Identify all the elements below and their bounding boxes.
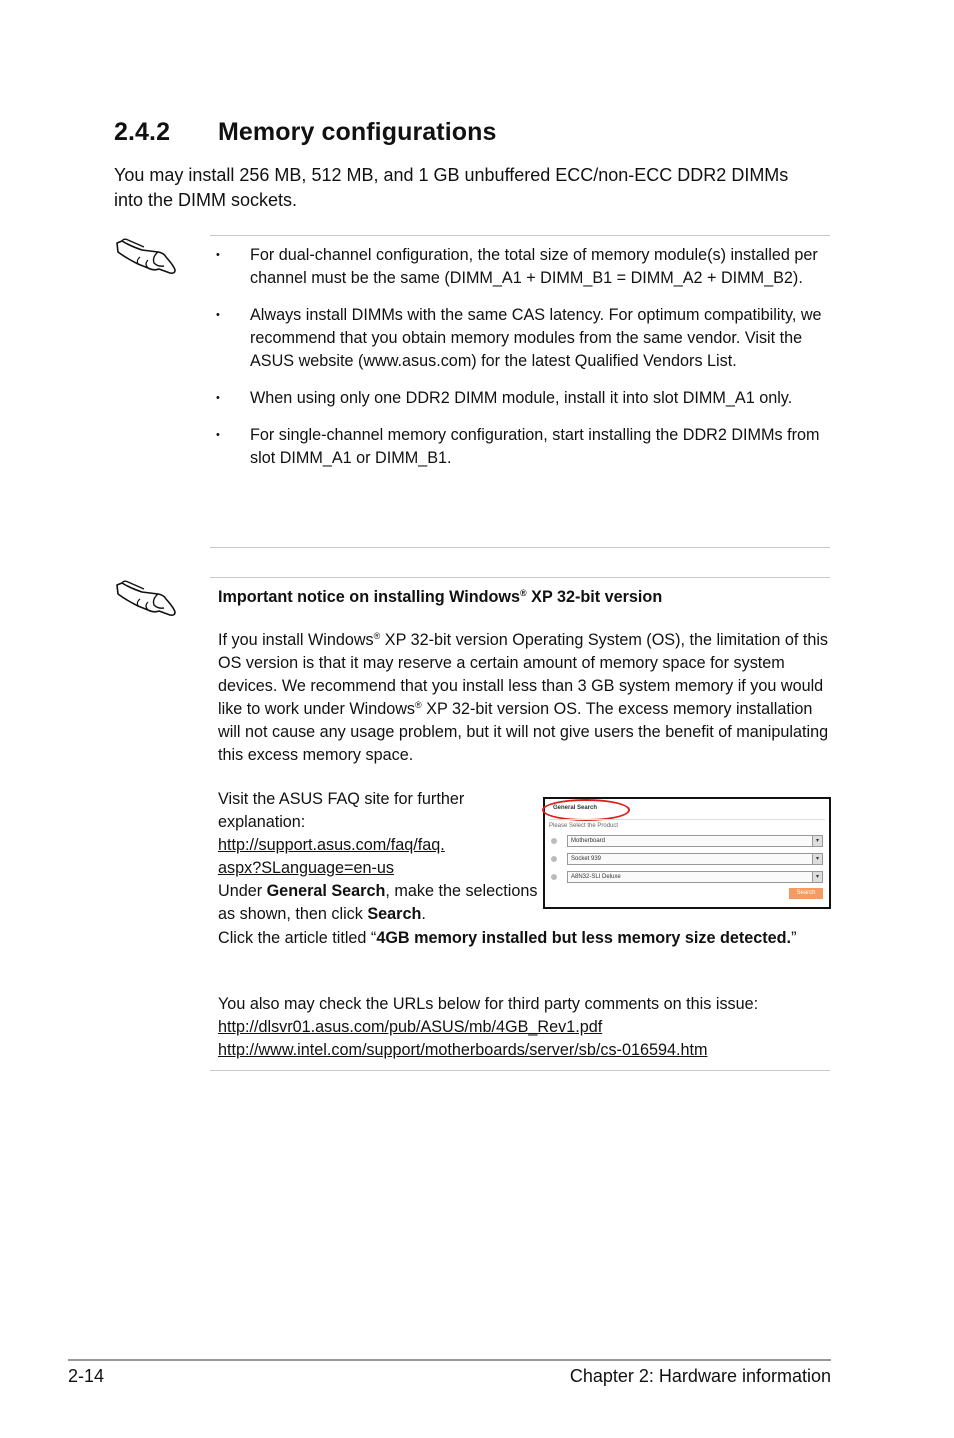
bullet-icon bbox=[551, 874, 557, 880]
note-top-divider bbox=[210, 235, 830, 236]
faq-text: Visit the ASUS FAQ site for further explanation: bbox=[218, 790, 465, 831]
section-number: 2.4.2 bbox=[114, 118, 171, 146]
product-select: Motherboard ▾ bbox=[551, 835, 823, 847]
socket-select: Socket 939 ▾ bbox=[551, 853, 823, 865]
intel-link[interactable]: http://www.intel.com/support/motherboards/server/sb/cs-016594.htm bbox=[218, 1041, 708, 1059]
list-item: • For single-channel memory configuration, start installing the DDR2 DIMMs from slot DIMM_A1 or DIMM_B1. bbox=[214, 424, 834, 470]
list-item: • When using only one DDR2 DIMM module, install it into slot DIMM_A1 only. bbox=[214, 387, 834, 410]
chapter-label: Chapter 2: Hardware information bbox=[569, 1366, 831, 1386]
chevron-down-icon: ▾ bbox=[812, 836, 822, 846]
notice-bottom-divider bbox=[210, 1070, 830, 1071]
list-item: • For dual-channel configuration, the total size of memory module(s) installed per channel must be the same (DIMM_A1 + DIMM_B1 = DIMM_A2 + DIMM_B2). bbox=[214, 244, 834, 290]
bullet-icon bbox=[551, 838, 557, 844]
select-label: Please Select the Product bbox=[549, 823, 619, 829]
notes-list bbox=[214, 244, 834, 484]
third-party-text: You also may check the URLs below for third party comments on this issue: bbox=[218, 995, 759, 1013]
under-instructions: Under General Search, make the selections as shown, then click Search. bbox=[218, 882, 538, 923]
section-heading bbox=[114, 118, 497, 147]
page-number: 2-14 bbox=[68, 1366, 105, 1386]
faq-paragraph bbox=[218, 788, 510, 880]
hand-note-icon bbox=[114, 578, 178, 618]
intro-paragraph: You may install 256 MB, 512 MB, and 1 GB unbuffered ECC/non-ECC DDR2 DIMMs into the DIMM sockets. bbox=[114, 165, 789, 210]
search-button: Search bbox=[789, 888, 823, 899]
notice-paragraph: If you install Windows® XP 32-bit version Operating System (OS), the limitation of this OS version is that it may reserve a certain amount of memory space for system devices. We recommend that you install less than 3 GB system memory if you would like to work under Windows® XP 32-bit version OS. The excess memory installation will not cause any usage problem, but it will not give users the benefit of manipulating this excess memory space. bbox=[218, 631, 829, 764]
click-instructions: Click the article titled “4GB memory installed but less memory size detected.” bbox=[218, 929, 797, 947]
footer-divider bbox=[68, 1359, 831, 1361]
model-select: A8N32-SLI Deluxe ▾ bbox=[551, 871, 823, 883]
pdf-link[interactable]: http://dlsvr01.asus.com/pub/ASUS/mb/4GB_Rev1.pdf bbox=[218, 1018, 603, 1036]
general-search-title: General Search bbox=[553, 805, 598, 811]
divider bbox=[549, 819, 825, 820]
list-item: • Always install DIMMs with the same CAS latency. For optimum compatibility, we recommend that you obtain memory modules from the same vendor. Visit the ASUS website (www.asus.com) for the latest Qualified Vendors List. bbox=[214, 304, 834, 373]
chevron-down-icon: ▾ bbox=[812, 854, 822, 864]
faq-link[interactable]: http://support.asus.com/faq/faq. aspx?SLanguage=en-us bbox=[218, 836, 445, 877]
notice-heading: Important notice on installing Windows® XP 32-bit version bbox=[218, 588, 663, 606]
general-search-screenshot bbox=[543, 797, 831, 909]
chevron-down-icon: ▾ bbox=[812, 872, 822, 882]
notice-top-divider bbox=[210, 577, 830, 578]
bullet-icon bbox=[551, 856, 557, 862]
hand-note-icon bbox=[114, 236, 178, 276]
section-title: Memory configurations bbox=[218, 118, 497, 146]
note-bottom-divider bbox=[210, 547, 830, 548]
